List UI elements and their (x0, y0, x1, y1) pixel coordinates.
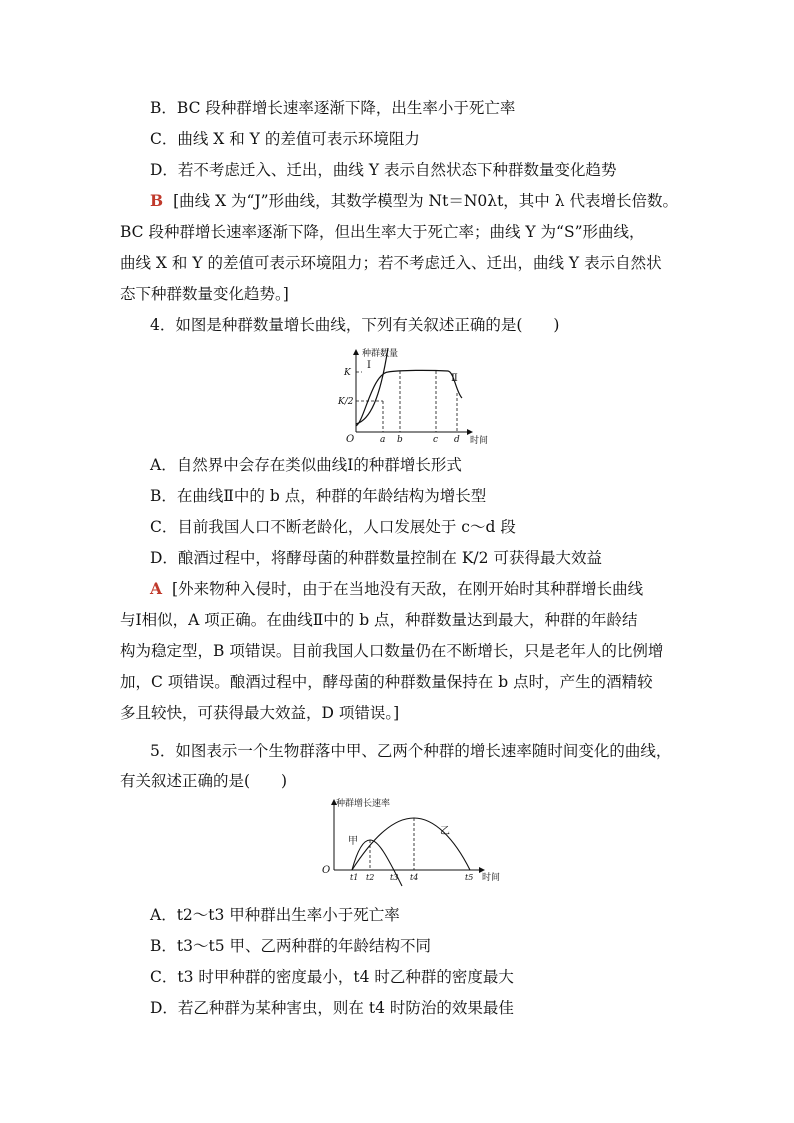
q4-xlabel: 时间 (470, 436, 489, 446)
q3-explanation-line-3: 曲线 X 和 Y 的差值可表示环境阻力；若不考虑迁入、迁出，曲线 Y 表示自然状 (120, 254, 662, 272)
q3-option-c: C．曲线 X 和 Y 的差值可表示环境阻力 (150, 130, 420, 148)
q5-xtick-t5: t5 (465, 873, 474, 882)
q4-ytick-k: K (344, 368, 351, 378)
q4-origin: O (346, 434, 355, 445)
q4-stem: 4．如图是种群数量增长曲线，下列有关叙述正确的是( ) (150, 316, 560, 334)
q5-xtick-t2: t2 (366, 873, 375, 882)
q5-xtick-t1: t1 (350, 873, 359, 882)
q4-xtick-b: b (397, 435, 403, 445)
q5-xlabel: 时间 (482, 873, 501, 883)
q5-origin: O (322, 865, 331, 876)
q4-option-a: A．自然界中会存在类似曲线Ⅰ的种群增长形式 (150, 456, 462, 474)
q4-figure (330, 344, 500, 446)
q5-stem-line-2: 有关叙述正确的是( ) (120, 772, 288, 790)
q5-option-c: C．t3 时甲种群的密度最小，t4 时乙种群的密度最大 (150, 968, 514, 986)
q4-explanation-line-5: 多且较快，可获得最大效益，D 项错误。] (120, 704, 400, 722)
q4-curve-label-2: Ⅱ (451, 373, 458, 384)
q4-xtick-c: c (433, 435, 439, 445)
q4-option-d: D．酿酒过程中，将酵母菌的种群数量控制在 K/2 可获得最大效益 (150, 549, 602, 567)
q4-xtick-a: a (380, 435, 386, 445)
q4-explanation-line-4: 加，C 项错误。酿酒过程中，酵母菌的种群数量保持在 b 点时，产生的酒精较 (120, 673, 653, 691)
q4-xtick-d: d (454, 435, 460, 445)
q3-option-d: D．若不考虑迁入、迁出，曲线 Y 表示自然状态下种群数量变化趋势 (150, 161, 617, 179)
q4-option-c: C．目前我国人口不断老龄化，人口发展处于 c～d 段 (150, 518, 516, 536)
q4-ytick-k2: K/2 (338, 397, 354, 407)
q3-option-b: B．BC 段种群增长速率逐渐下降，出生率小于死亡率 (150, 99, 516, 117)
q4-curve-label-1: Ⅰ (367, 360, 371, 371)
q5-xtick-t3: t3 (390, 873, 399, 882)
q4-explanation-line-1: A [外来物种入侵时，由于在当地没有天敌，在刚开始时其种群增长曲线 (150, 579, 644, 598)
q4-answer: A (150, 579, 163, 598)
q5-option-d: D．若乙种群为某种害虫，则在 t4 时防治的效果最佳 (150, 999, 514, 1017)
q4-ylabel: 种群数量 (362, 349, 399, 359)
q4-curve-2 (356, 370, 462, 426)
q3-explanation-line-1: B [曲线 X 为“J”形曲线，其数学模型为 Nt＝N0λt，其中 λ 代表增长倍数。 (150, 191, 678, 210)
q5-option-b: B．t3～t5 甲、乙两种群的年龄结构不同 (150, 937, 431, 955)
q5-figure (314, 796, 514, 888)
q5-stem-line-1: 5．如图表示一个生物群落中甲、乙两个种群的增长速率随时间变化的曲线， (150, 742, 672, 760)
q5-curve-label-yi: 乙 (440, 826, 450, 837)
q3-answer: B (150, 191, 164, 210)
q5-xtick-t4: t4 (410, 873, 419, 882)
q3-explanation-line-2: BC 段种群增长速率逐渐下降，但出生率大于死亡率；曲线 Y 为“S”形曲线， (120, 223, 645, 241)
q4-option-b: B．在曲线Ⅱ中的 b 点，种群的年龄结构为增长型 (150, 487, 487, 505)
q5-curve-label-jia: 甲 (348, 836, 358, 847)
q4-explanation-line-2: 与Ⅰ相似，A 项正确。在曲线Ⅱ中的 b 点，种群数量达到最大，种群的年龄结 (120, 611, 638, 629)
q5-ylabel: 种群增长速率 (336, 799, 391, 809)
q4-explanation-line-3: 构为稳定型，B 项错误。目前我国人口数量仍在不断增长，只是老年人的比例增 (120, 642, 664, 660)
q3-explanation-line-4: 态下种群数量变化趋势。] (120, 285, 289, 303)
q5-option-a: A．t2～t3 甲种群出生率小于死亡率 (150, 906, 400, 924)
